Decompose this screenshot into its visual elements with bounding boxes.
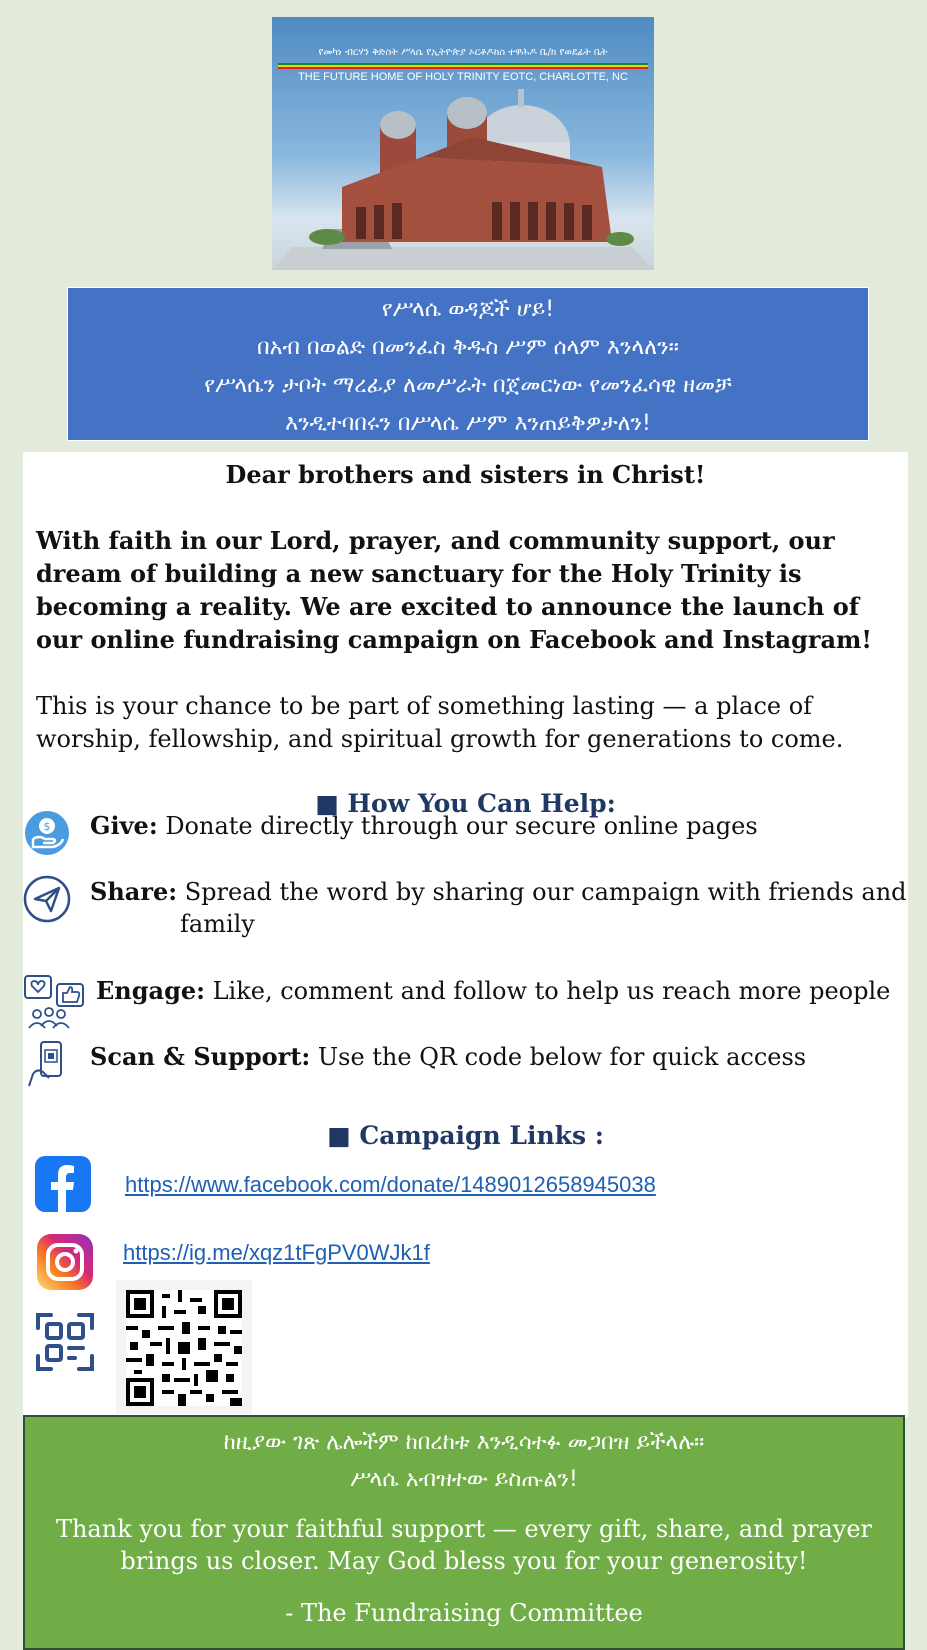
svg-text:$: $ bbox=[43, 820, 51, 833]
instagram-link[interactable]: https://ig.me/xqz1tFgPV0WJk1f bbox=[123, 1240, 430, 1265]
church-building-illustration bbox=[272, 17, 654, 270]
amharic-line: በአብ በወልድ በመንፈስ ቅዱስ ሥም ሰላም እንላለን። bbox=[257, 335, 679, 360]
help-label: Give: bbox=[90, 811, 158, 840]
footer-thanks-line: Thank you for your faithful support — every gift, share, and prayer bbox=[55, 1515, 873, 1543]
footer-amharic-line: ከዚያው ገጽ ሌሎችም ከበረከቱ እንዲሳተፉ መጋበዝ ይችላሉ። bbox=[223, 1430, 705, 1455]
help-label: Share: bbox=[90, 877, 178, 906]
qr-code-container bbox=[116, 1280, 252, 1414]
help-description: Like, comment and follow to help us reach more people bbox=[204, 977, 891, 1005]
help-label: Scan & Support: bbox=[90, 1042, 311, 1071]
help-description-continued: family bbox=[180, 910, 255, 938]
help-description: Spread the word by sharing our campaign with friends and bbox=[177, 878, 907, 906]
donate-hand-icon bbox=[23, 809, 71, 857]
facebook-donate-link[interactable]: https://www.facebook.com/donate/1489012658945038 bbox=[125, 1172, 656, 1197]
paper-plane-icon bbox=[23, 875, 71, 923]
hero-amharic-caption: የመካነ ብርሃን ቅድስት ሥላሴ የኢትዮጵያ ኦርቶዶክስ ተዋሕዶ ቤ/ክ የወደፊት ቤት bbox=[318, 47, 608, 58]
help-section-title: ■ How You Can Help: bbox=[315, 789, 616, 818]
greeting-heading: Dear brothers and sisters in Christ! bbox=[225, 460, 706, 489]
footer-thanks-box bbox=[23, 1415, 905, 1650]
church-hero-image bbox=[272, 17, 654, 270]
phone-scan-icon bbox=[23, 1040, 71, 1088]
footer-signature: - The Fundraising Committee bbox=[285, 1599, 643, 1627]
intro-paragraph: With faith in our Lord, prayer, and community support, our dream of building a new sanctuary for the Holy Trinity is becoming a reality. We are excited to announce the launch of our online fundraising campaign on Facebook and Instagram! bbox=[36, 526, 872, 654]
amharic-greeting-box bbox=[67, 287, 869, 441]
engage-community-icon bbox=[23, 974, 85, 1036]
chance-paragraph: This is your chance to be part of something lasting — a place of worship, fellowship, and spiritual growth for generations to come. bbox=[36, 692, 844, 753]
hero-english-caption: THE FUTURE HOME OF HOLY TRINITY EOTC, CHARLOTTE, NC bbox=[298, 71, 628, 83]
facebook-icon bbox=[35, 1156, 91, 1212]
footer-thanks-line: brings us closer. May God bless you for your generosity! bbox=[120, 1547, 808, 1575]
help-description: Donate directly through our secure online pages bbox=[157, 812, 758, 840]
qr-code[interactable] bbox=[126, 1290, 242, 1406]
help-label: Engage: bbox=[96, 976, 205, 1005]
amharic-line: እንዲተባበሩን በሥላሴ ሥም እንጠይቅዎታለን! bbox=[285, 411, 651, 436]
qr-scan-icon bbox=[35, 1312, 95, 1372]
main-content-panel bbox=[23, 452, 908, 1417]
amharic-line: የሥላሴን ታቦት ማረፊያ ለመሥራት በጀመርነው የመንፈሳዊ ዘመቻ bbox=[204, 373, 732, 398]
amharic-line: የሥላሴ ወዳጆች ሆይ! bbox=[381, 297, 555, 322]
instagram-icon bbox=[37, 1234, 93, 1290]
footer-amharic-line: ሥላሴ አብዝተው ይስጡልን! bbox=[350, 1467, 578, 1492]
help-description: Use the QR code below for quick access bbox=[310, 1043, 807, 1071]
links-section-title: ■ Campaign Links : bbox=[327, 1121, 604, 1150]
